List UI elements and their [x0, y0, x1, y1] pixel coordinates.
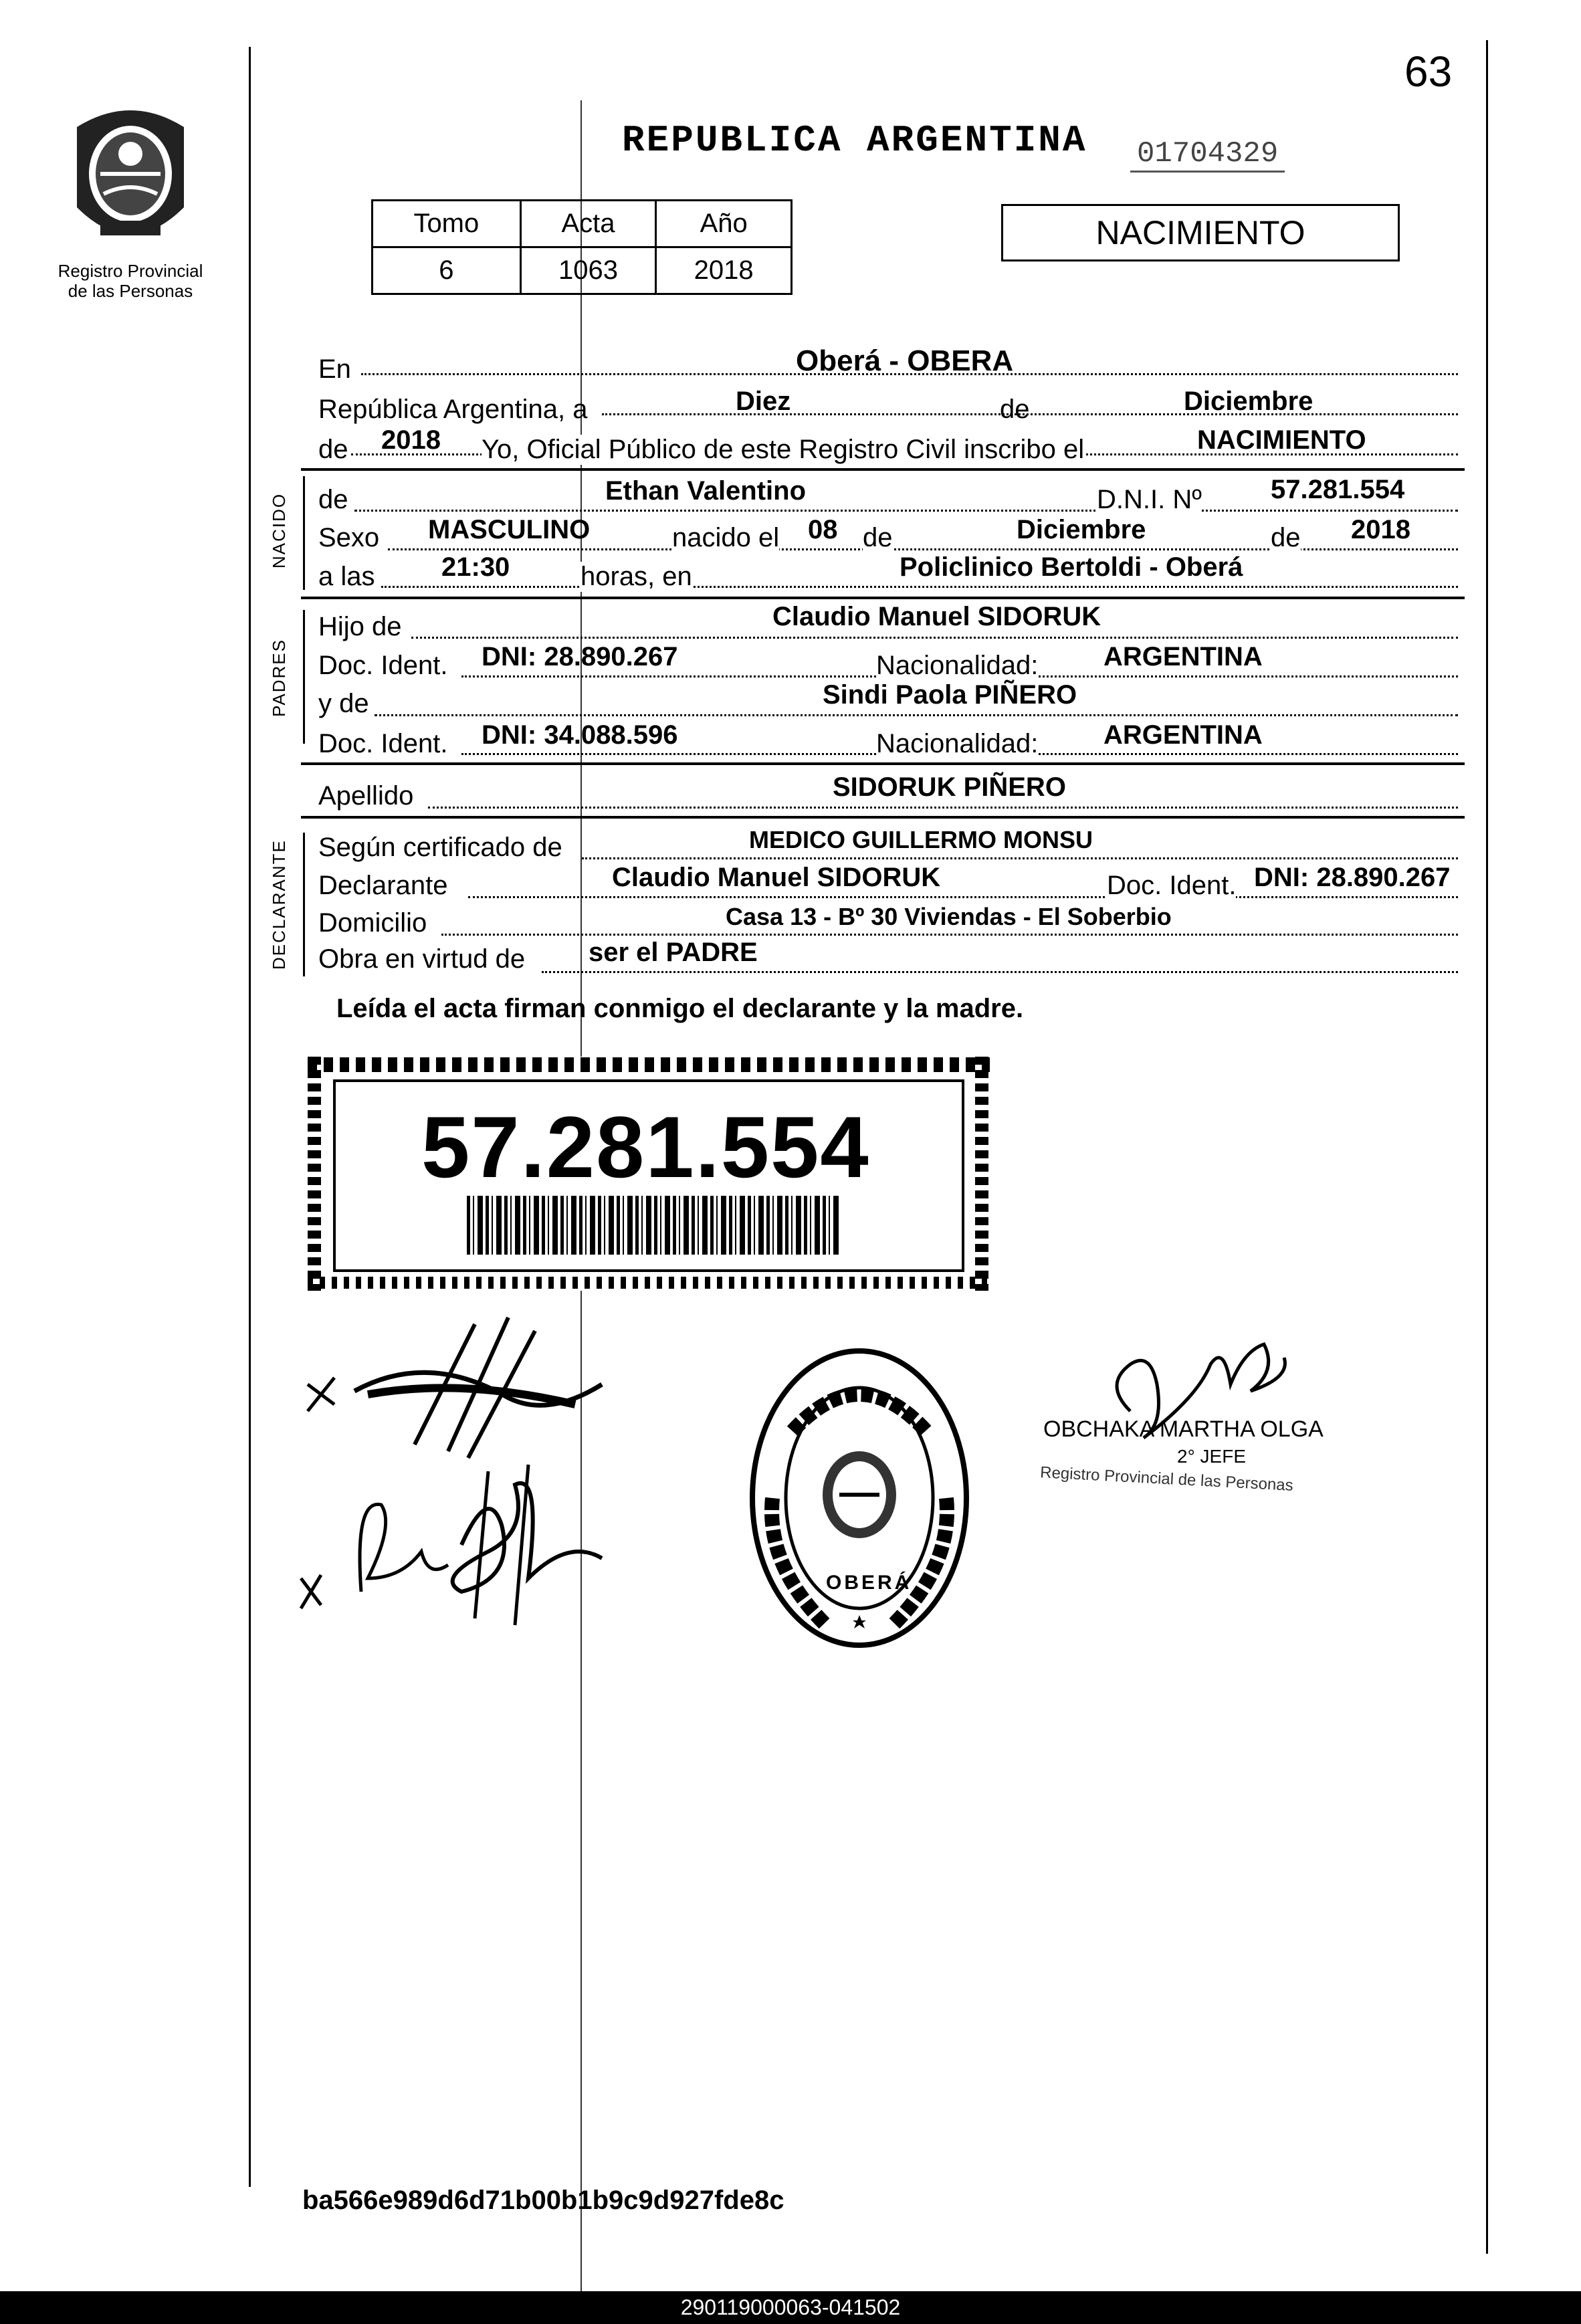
sticker-number: 57.281.554 [421, 1098, 870, 1196]
logo-caption [40, 261, 221, 301]
decl-row3-dots [441, 934, 1458, 936]
signature-madre [288, 1445, 635, 1632]
padres-row1-dots [411, 637, 1458, 639]
obra-value: ser el PADRE [589, 938, 758, 967]
decl-row2-dots [468, 896, 1458, 898]
year-value: 2018 [381, 425, 441, 455]
registry-seal-icon [746, 1344, 973, 1652]
country-title: REPUBLICA ARGENTINA [622, 119, 1087, 162]
apellido-value: SIDORUK PIÑERO [833, 772, 1066, 802]
father-doc-label: Doc. Ident. [318, 651, 448, 680]
en-label: En [318, 354, 351, 384]
right-margin-line [1486, 40, 1488, 2254]
child-dni: 57.281.554 [1271, 475, 1405, 504]
footer-bar [0, 2291, 1581, 2324]
day-value: Diez [736, 387, 791, 416]
birth-year: 2018 [1351, 515, 1410, 544]
acta-header-tomo: Tomo [373, 201, 521, 247]
birth-month: Diciembre [1017, 515, 1146, 544]
left-margin-line [249, 47, 251, 2187]
acta-value-acta: 1063 [520, 247, 656, 294]
acta-header-anio: Año [656, 201, 792, 247]
sexo-label: Sexo [318, 523, 380, 552]
alas-label: a las [318, 562, 375, 591]
page-number: 63 [1404, 47, 1453, 96]
birth-de-label: de [863, 523, 893, 552]
place-value: Oberá - OBERA [796, 344, 1014, 377]
declarante-label: Declarante [318, 871, 448, 900]
dni-label: D.N.I. Nº [1097, 485, 1202, 514]
padres-top-rule [301, 597, 1465, 599]
nacido-row3-dots [381, 586, 1458, 588]
padres-side-bar [303, 610, 305, 744]
closing-text: Leída el acta firman conmigo el declarante y la madre. [336, 994, 1024, 1023]
father-nat: ARGENTINA [1103, 642, 1263, 671]
declarante-value: Claudio Manuel SIDORUK [612, 863, 941, 892]
official-stamp [746, 1344, 973, 1652]
mother-nat-label: Nacionalidad: [876, 729, 1039, 758]
month-value: Diciembre [1184, 387, 1313, 416]
father-name: Claudio Manuel SIDORUK [772, 602, 1101, 631]
mother-doc-label: Doc. Ident. [318, 729, 448, 758]
sexo-value: MASCULINO [428, 515, 591, 544]
acta-value-tomo: 6 [373, 247, 521, 294]
serial-number: 01704329 [1130, 137, 1285, 173]
official-name: OBCHAKA MARTHA OLGA [1043, 1416, 1324, 1442]
cert-value: MEDICO GUILLERMO MONSU [749, 826, 1093, 853]
province-logo [64, 100, 197, 254]
decl-row4-dots [542, 971, 1458, 973]
birth-de-label2: de [1271, 523, 1301, 552]
apellido-bottom-rule [301, 816, 1465, 819]
acta-value-anio: 2018 [656, 247, 792, 294]
yde-label: y de [318, 689, 369, 718]
apellido-label: Apellido [318, 781, 414, 811]
apellido-dots [428, 807, 1458, 809]
year-prefix-label: de [318, 435, 348, 464]
father-nat-label: Nacionalidad: [876, 651, 1039, 680]
father-doc: DNI: 28.890.267 [482, 642, 678, 671]
stamp-city: OBERÁ [826, 1572, 912, 1594]
horas-label: horas, en [581, 562, 692, 591]
acta-table [371, 199, 793, 295]
footer-code: 290119000063-041502 [680, 2295, 901, 2319]
nacido-de-label: de [318, 485, 348, 514]
obra-label: Obra en virtud de [318, 944, 526, 974]
cert-label: Según certificado de [318, 833, 562, 862]
padres-side-label: PADRES [269, 639, 289, 717]
child-name: Ethan Valentino [605, 476, 807, 506]
republica-label: República Argentina, a [318, 395, 588, 424]
province-shield-icon [64, 100, 197, 254]
mother-nat: ARGENTINA [1103, 720, 1263, 750]
logo-caption-line1: Registro Provincial [58, 261, 203, 281]
dni-sticker [308, 1057, 990, 1291]
decl-doc: DNI: 28.890.267 [1254, 863, 1451, 892]
padres-row3-dots [375, 714, 1458, 716]
nacido-top-rule [301, 468, 1465, 471]
mother-name: Sindi Paola PIÑERO [823, 680, 1077, 710]
yo-text: Yo, Oficial Público de este Registro Civil inscribo el [482, 435, 1085, 464]
padres-bottom-rule [301, 762, 1465, 765]
nacido-el-label: nacido el [672, 523, 780, 552]
birth-day: 08 [808, 515, 838, 544]
acta-header-acta: Acta [520, 201, 656, 247]
decl-row1-dots [582, 857, 1458, 859]
logo-caption-line2: de las Personas [68, 281, 193, 301]
domicilio-label: Domicilio [318, 908, 427, 938]
birth-place: Policlinico Bertoldi - Oberá [900, 552, 1243, 582]
nacido-row1-dots [354, 510, 1458, 512]
doc-type-box: NACIMIENTO [1001, 204, 1400, 261]
intro-row2-dots [602, 413, 1458, 415]
de-label: de [1000, 395, 1030, 424]
official-org: Registro Provincial de las Personas [1039, 1463, 1294, 1495]
document-hash: ba566e989d6d71b00b1b9c9d927fde8c [302, 2186, 784, 2215]
decl-doc-label: Doc. Ident. [1107, 871, 1237, 900]
nacido-side-bar [303, 476, 305, 590]
act-value: NACIMIENTO [1197, 425, 1366, 455]
mother-doc: DNI: 34.088.596 [482, 720, 678, 750]
nacido-side-label: NACIDO [269, 492, 289, 568]
birth-hour: 21:30 [441, 552, 510, 582]
official-title: 2° JEFE [1177, 1446, 1247, 1467]
hijo-label: Hijo de [318, 612, 402, 641]
domicilio-value: Casa 13 - Bº 30 Viviendas - El Soberbio [726, 903, 1172, 930]
barcode [467, 1196, 841, 1255]
declarante-side-bar [303, 833, 305, 976]
declarante-side-label: DECLARANTE [269, 839, 289, 970]
